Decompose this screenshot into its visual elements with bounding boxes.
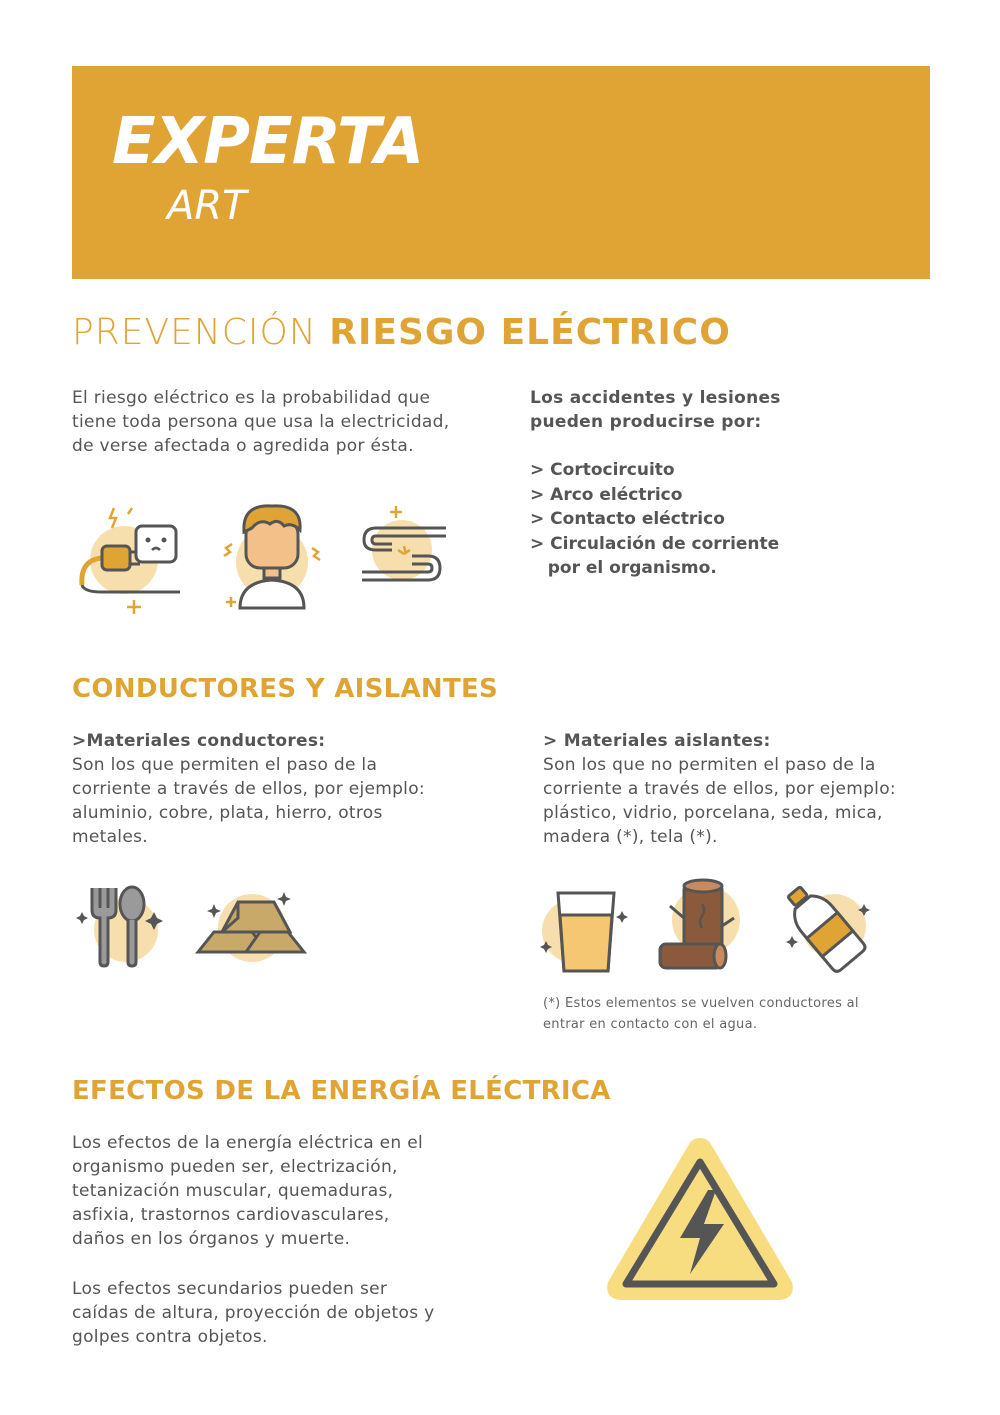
insulating-text: Son los que no permiten el paso de la corriente a través de ellos, por ejemplo: plástico, vidrio, porcelana, seda, mica, madera (*), tela (*). — [543, 755, 896, 847]
accidents-heading: Los accidentes y lesiones pueden producirse por: — [530, 388, 781, 432]
title-bold: RIESGO ELÉCTRICO — [329, 312, 731, 353]
glass-icon — [538, 885, 633, 980]
title-light: PREVENCIÓN — [72, 312, 317, 353]
conductive-text: Son los que permiten el paso de la corriente a través de ellos, por ejemplo: aluminio, cobre, plata, hierro, otros metales. — [72, 755, 425, 847]
plug-outlet-icon — [72, 500, 192, 620]
metal-bars-icon — [196, 884, 308, 968]
efectos-text-2: Los efectos secundarios pueden ser caídas de altura, proyección de objetos y golpes contra objetos. — [72, 1279, 435, 1347]
conductive-label: >Materiales conductores: — [72, 731, 326, 751]
efectos-title: EFECTOS DE LA ENERGÍA ELÉCTRICA — [72, 1076, 611, 1106]
list-item: > Cortocircuito — [530, 460, 675, 480]
plastic-bottle-icon — [780, 880, 875, 975]
intro-text: El riesgo eléctrico es la probabilidad que tiene toda persona que usa la electricidad, de verse afectada o agredida por ésta. — [72, 388, 450, 456]
high-voltage-warning-icon — [604, 1134, 796, 1304]
experta-art-logo — [112, 105, 452, 240]
logo-sub-text: ART — [167, 183, 247, 229]
accidents-list — [530, 458, 779, 581]
shocked-person-icon — [222, 500, 332, 615]
conductors-note: (*) Estos elementos se vuelven conductores al entrar en contacto con el agua. — [543, 996, 859, 1032]
cut-wire-icon — [358, 500, 453, 595]
list-item: por el organismo. — [530, 558, 717, 578]
insulating-block — [543, 729, 913, 849]
insulating-label: > Materiales aislantes: — [543, 731, 771, 751]
conductores-title: CONDUCTORES Y AISLANTES — [72, 674, 499, 704]
conductive-block — [72, 729, 452, 849]
wood-log-icon — [656, 878, 751, 973]
efectos-text-1: Los efectos de la energía eléctrica en el organismo pueden ser, electrización, tetanización muscular, quemaduras, asfixia, trastornos cardiovasculares, daños en los órganos y muerte. — [72, 1133, 423, 1249]
list-item: > Circulación de corriente — [530, 533, 780, 554]
page-title — [72, 312, 731, 353]
list-item: > Arco eléctrico — [530, 484, 683, 505]
fork-spoon-icon — [76, 882, 166, 972]
list-item: > Contacto eléctrico — [530, 509, 725, 529]
logo-main-text: EXPERTA — [112, 105, 424, 179]
